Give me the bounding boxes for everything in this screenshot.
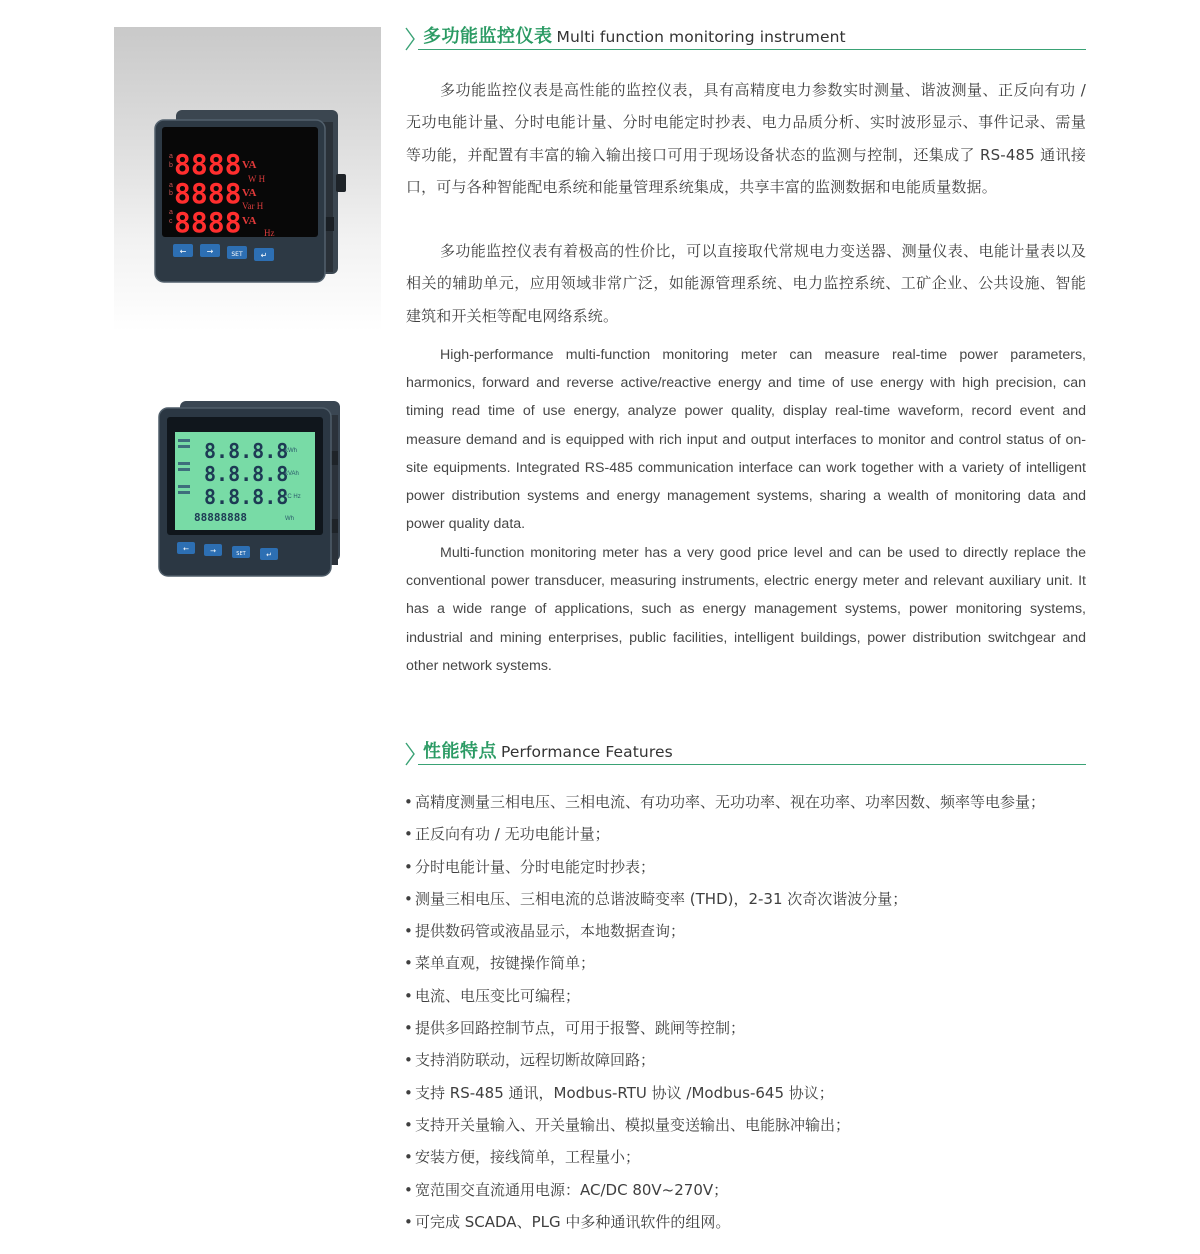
led-row-1-digits: 8888 — [174, 148, 242, 181]
list-item: • 安装方便，接线简单，工程量小； — [404, 1148, 641, 1167]
svg-text:a: a — [169, 182, 173, 189]
led-row-3-digits: 8888 — [174, 206, 242, 239]
svg-text:b: b — [169, 190, 173, 197]
svg-text:kVAh: kVAh — [285, 471, 299, 477]
svg-text:SET: SET — [236, 551, 246, 557]
section-divider — [418, 764, 1086, 765]
led-row-2-digits: 8888 — [174, 177, 242, 210]
intro-zh-paragraph-2: 多功能监控仪表有着极高的性价比，可以直接取代常规电力变送器、测量仪表、电能计量表以及相关的辅助单元，应用领域非常广泛，如能源管理系统、电力监控系统、工矿企业、公共设施、智能建筑和开关柜等配电网络系统。 — [406, 242, 1086, 325]
svg-text:↵: ↵ — [260, 251, 268, 260]
section-header-features — [404, 739, 1086, 765]
svg-text:kWh: kWh — [285, 448, 297, 454]
section-divider — [418, 49, 1086, 50]
list-item: • 提供多回路控制节点，可用于报警、跳闸等控制； — [404, 1019, 746, 1038]
led-meter-illustration — [114, 27, 381, 332]
list-item: • 提供数码管或液晶显示，本地数据查询； — [404, 922, 686, 941]
chevron-right-icon — [404, 741, 416, 767]
svg-text:SET: SET — [231, 251, 243, 258]
svg-text:c: c — [169, 218, 173, 225]
list-item: • 电流、电压变比可编程； — [404, 986, 581, 1005]
list-item: • 支持开关量输入、开关量输出、模拟量变送输出、电能脉冲输出； — [404, 1115, 851, 1134]
led-row-3-sub: Hz — [264, 228, 275, 238]
led-row-1-unit: VA — [242, 159, 257, 171]
lcd-row-2-digits: 8.8.8.8 — [204, 462, 289, 486]
list-item: • 正反向有功 / 无功电能计量； — [404, 825, 610, 844]
section-title — [423, 22, 846, 48]
intro-en-paragraph-2: Multi-function monitoring meter has a very good price level and can be used to directly replace the conventional power transducer, measuring instruments, electric energy meter and relevant auxiliary unit. It has a wide range of applications, such as energy management systems, power monitoring systems, industrial and mining enterprises, public facilities, intelligent buildings, power distribution switchgear and other network systems. — [406, 545, 1086, 674]
svg-text:←: ← — [179, 247, 187, 256]
product-photo-led-meter — [114, 27, 381, 332]
product-photo-lcd-meter — [150, 395, 350, 585]
svg-text:b: b — [169, 162, 173, 169]
svg-text:Wh: Wh — [285, 516, 294, 522]
chevron-right-icon — [404, 26, 416, 52]
lcd-row-3-digits: 8.8.8.8 — [204, 485, 289, 509]
list-item: • 支持消防联动，远程切断故障回路； — [404, 1051, 656, 1070]
svg-text:°C Hz: °C Hz — [285, 494, 301, 500]
lcd-row-4-digits: 88888888 — [194, 511, 247, 524]
led-row-1-sub: W H — [248, 174, 266, 184]
list-item: • 宽范围交直流通用电源：AC/DC 80V~270V； — [404, 1180, 729, 1199]
intro-en-paragraph-1: High-performance multi-function monitoring meter can measure real-time power parameters, harmonics, forward and reverse active/reactive energy and time of use energy with high precision, can timing read time of use energy, analyze power quality, display real-time waveform, record event and measure demand and is equipped with rich input and output interfaces to monitor and control status of on-site equipments. Integrated RS-485 communication interface can work together with a variety of intelligent power distribution systems and energy management systems, sharing a wealth of monitoring data and power quality data. — [406, 347, 1086, 533]
list-item: • 可完成 SCADA、PLG 中多种通讯软件的组网。 — [404, 1212, 731, 1231]
svg-text:→: → — [210, 547, 216, 555]
intro-zh-paragraph-1: 多功能监控仪表是高性能的监控仪表，具有高精度电力参数实时测量、谐波测量、正反向有功 / 无功电能计量、分时电能计量、分时电能定时抄表、电力品质分析、实时波形显示、事件记录、需量等功能，并配置有丰富的输入输出接口可用于现场设备状态的监测与控制，还集成了 RS-485 通讯接口，可与各种智能配电系统和能量管理系统集成，共享丰富的监测数据和电能质量数据。 — [406, 81, 1086, 196]
svg-text:a: a — [169, 209, 173, 216]
led-row-2-unit: VA — [242, 187, 257, 199]
section-header-instrument — [404, 24, 1086, 50]
section-title-zh: 多功能监控仪表 — [423, 26, 553, 47]
list-item: • 测量三相电压、三相电流的总谐波畸变率 (THD)，2-31 次奇次谐波分量； — [404, 889, 908, 908]
svg-text:←: ← — [183, 545, 189, 553]
list-item: • 菜单直观，按键操作简单； — [404, 954, 596, 973]
section-title-en: Performance Features — [501, 743, 673, 761]
led-row1-phase-label: a — [169, 153, 173, 160]
list-item: • 支持 RS-485 通讯，Modbus-RTU 协议 /Modbus-645 协议； — [404, 1083, 834, 1102]
led-row-3-unit: VA — [242, 215, 257, 227]
section-title-en: Multi function monitoring instrument — [556, 28, 846, 46]
svg-text:→: → — [206, 247, 214, 256]
list-item: • 分时电能计量、分时电能定时抄表； — [404, 857, 656, 876]
feature-list — [404, 786, 1104, 1238]
section-title — [423, 737, 673, 763]
section-title-zh: 性能特点 — [423, 741, 497, 762]
svg-text:↵: ↵ — [266, 551, 272, 559]
led-row-2-sub: Var H — [242, 201, 264, 211]
lcd-meter-illustration — [150, 395, 350, 585]
list-item: • 高精度测量三相电压、三相电流、有功功率、无功功率、视在功率、功率因数、频率等电参量； — [404, 793, 1046, 811]
lcd-row-1-digits: 8.8.8.8 — [204, 439, 289, 463]
